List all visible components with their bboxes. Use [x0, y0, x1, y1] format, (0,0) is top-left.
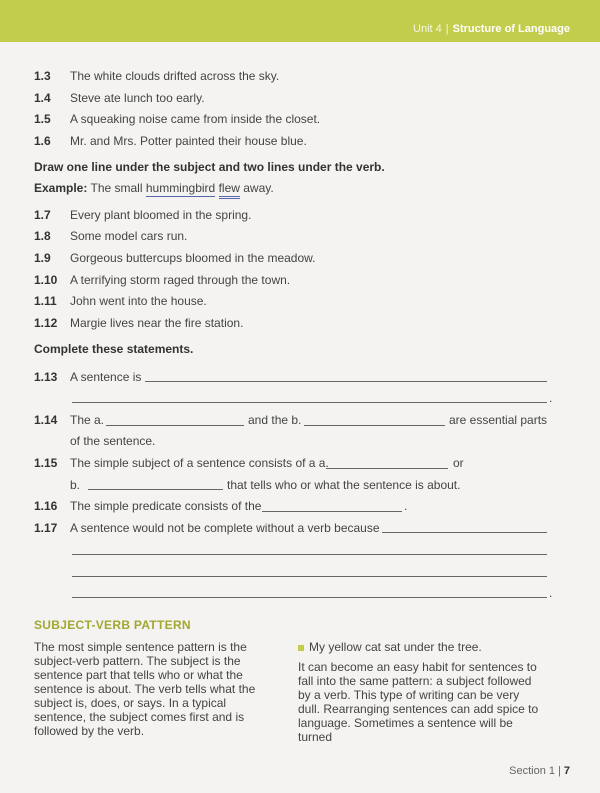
question-number: 1.5: [34, 112, 51, 126]
question-number: 1.11: [34, 294, 57, 308]
question-1-14: [34, 413, 104, 427]
section-heading: SUBJECT-VERB PATTERN: [34, 618, 191, 632]
question-text: Mr. and Mrs. Potter painted their house blue.: [70, 134, 307, 148]
question-1-16: [34, 499, 261, 513]
answer-line[interactable]: [72, 402, 547, 403]
period: .: [404, 499, 408, 513]
question-number: 1.4: [34, 91, 51, 105]
question-1-17: [34, 521, 380, 535]
question-1-4: [34, 91, 205, 105]
right-paragraph: It can become an easy habit for sentences to fall into the same pattern: a subject followed by a verb. This type of writing can be very dull. Rearranging sentences can add spice to language. Sometimes a sentence will be turned: [298, 660, 539, 744]
question-1-9: [34, 251, 315, 265]
question-text: A sentence would not be complete without a verb because: [70, 521, 380, 535]
question-text: that tells who or what the sentence is about.: [227, 478, 461, 492]
left-paragraph: The most simple sentence pattern is the subject-verb pattern. The subject is the sentence part that tells who or what the sentence is about. The verb tells what the subject is, does, or says. In a typical sentence, the subject comes first and is followed by the verb.: [34, 640, 256, 738]
answer-line[interactable]: [382, 532, 547, 533]
example-line: [34, 181, 274, 195]
question-text: Every plant bloomed in the spring.: [70, 208, 252, 222]
answer-line[interactable]: [72, 554, 547, 555]
question-number: 1.9: [34, 251, 51, 265]
footer-separator: |: [558, 765, 561, 777]
question-text: The simple predicate consists of the: [70, 499, 262, 513]
answer-line-b[interactable]: [88, 489, 223, 490]
question-text: Steve ate lunch too early.: [70, 91, 205, 105]
page-footer: [509, 765, 570, 777]
answer-line[interactable]: [145, 381, 547, 382]
header-title: Structure of Language: [452, 23, 570, 35]
question-text: A squeaking noise came from inside the closet.: [70, 112, 321, 126]
period: .: [549, 586, 553, 600]
example-bullet: [298, 640, 543, 654]
question-number: 1.16: [34, 499, 58, 513]
question-text: The white clouds drifted across the sky.: [70, 69, 280, 83]
bullet-text: My yellow cat sat under the tree.: [309, 640, 482, 654]
answer-line[interactable]: [72, 597, 547, 598]
question-number: 1.15: [34, 456, 58, 470]
question-1-6: [34, 134, 307, 148]
header-separator: |: [445, 23, 449, 35]
question-text: b.: [70, 478, 81, 492]
example-label: Example:: [34, 181, 88, 195]
question-1-5: [34, 112, 320, 126]
question-text: The a.: [70, 413, 105, 427]
question-text: Some model cars run.: [70, 229, 188, 243]
question-1-12: [34, 316, 243, 330]
footer-section: Section 1: [509, 765, 556, 777]
question-number: 1.12: [34, 316, 58, 330]
header-band: [0, 0, 600, 42]
question-number: 1.10: [34, 273, 58, 287]
question-text: are essential parts: [449, 413, 548, 427]
example-before: The small: [90, 181, 143, 195]
instruction-underline: Draw one line under the subject and two lines under the verb.: [34, 160, 385, 174]
question-text: The simple subject of a sentence consists of a a.: [70, 456, 329, 470]
question-text: John went into the house.: [70, 294, 207, 308]
answer-line-a[interactable]: [106, 425, 244, 426]
question-text: A terrifying storm raged through the town.: [70, 273, 291, 287]
question-number: 1.13: [34, 370, 58, 384]
question-1-11: [34, 294, 207, 308]
question-1-10: [34, 273, 290, 287]
instruction-complete: Complete these statements.: [34, 342, 194, 356]
example-after: away.: [243, 181, 274, 195]
question-1-3: [34, 69, 279, 83]
answer-line[interactable]: [262, 511, 402, 512]
question-number: 1.14: [34, 413, 58, 427]
question-1-7: [34, 208, 251, 222]
question-text: Margie lives near the fire station.: [70, 316, 244, 330]
answer-line[interactable]: [72, 576, 547, 577]
question-text: of the sentence.: [70, 434, 156, 448]
question-text: A sentence is: [70, 370, 142, 384]
question-number: 1.17: [34, 521, 58, 535]
question-text: Gorgeous buttercups bloomed in the meadow.: [70, 251, 316, 265]
question-number: 1.6: [34, 134, 51, 148]
question-1-15: [34, 456, 329, 470]
example-subject: hummingbird: [145, 181, 216, 195]
answer-line-b[interactable]: [304, 425, 445, 426]
question-number: 1.3: [34, 69, 51, 83]
period: .: [549, 391, 553, 405]
example-verb: flew: [219, 181, 240, 199]
running-header: [413, 23, 570, 35]
question-1-8: [34, 229, 187, 243]
answer-line-a[interactable]: [326, 468, 448, 469]
question-1-13: [34, 370, 141, 384]
page-number: 7: [563, 765, 570, 777]
unit-label: Unit 4: [413, 23, 442, 35]
question-text: and the b.: [248, 413, 302, 427]
question-number: 1.8: [34, 229, 51, 243]
question-number: 1.7: [34, 208, 51, 222]
bullet-square-icon: [298, 645, 304, 651]
question-text: or: [453, 456, 464, 470]
